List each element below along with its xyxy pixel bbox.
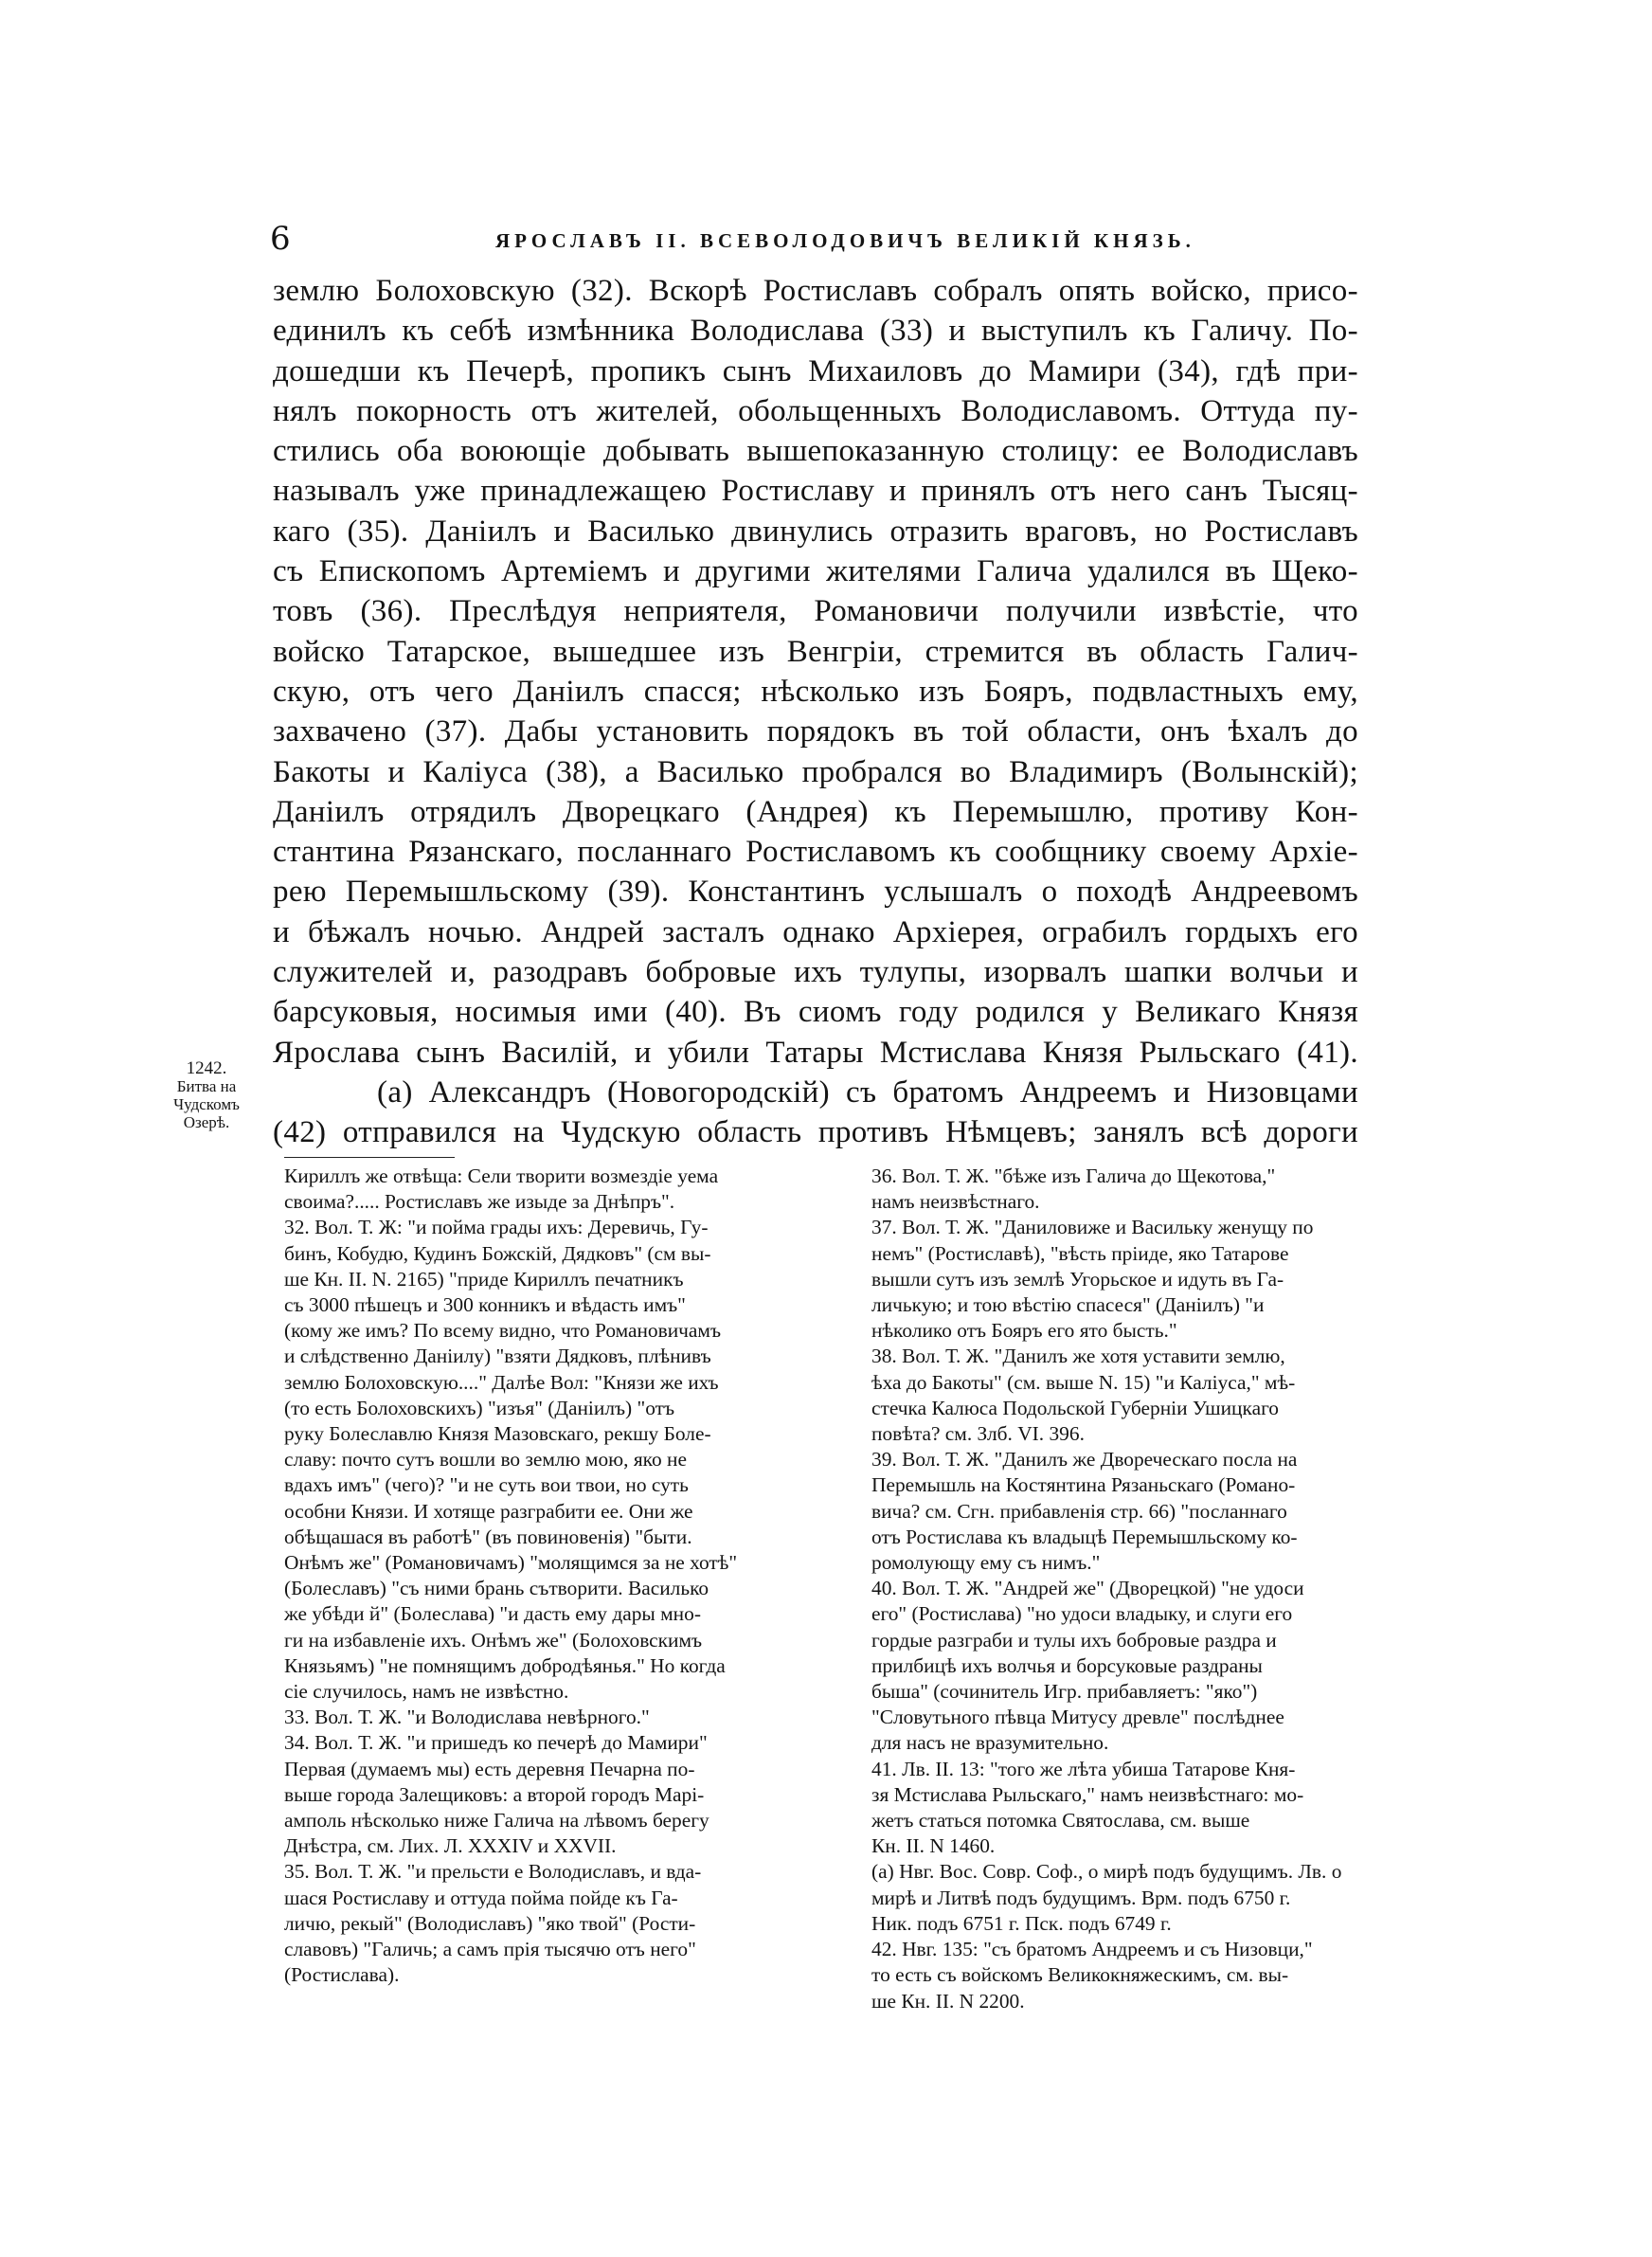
footnote-line: 39. Вол. Т. Ж. "Данилъ же Двореческаго посла на [871,1448,1298,1472]
footnote-line: 42. Нвг. 135: "съ братомъ Андреемъ и съ Низовци," [871,1938,1313,1961]
footnote-line: ги на избавленіе ихъ. Онѣмъ же" (Болоховскимъ [284,1628,703,1652]
footnote-line: 34. Вол. Т. Ж. "и пришедъ ко печерѣ до Мамири" [284,1731,708,1755]
footnote-line: 38. Вол. Т. Ж. "Данилъ же хотя уставити землю, [871,1345,1285,1368]
text-line: (42) отправился на Чудскую область противъ Нѣмцевъ; занялъ всѣ дороги [273,1115,1358,1150]
footnote-line: ромолующу ему съ нимъ." [871,1551,1101,1575]
text-line: захвачено (37). Дабы установить порядокъ въ той области, онъ ѣхалъ до [273,714,1358,749]
footnote-line: немъ" (Ростиславѣ), "вѣсть пріиде, яко Татарове [871,1241,1289,1265]
margin-note-line: Битва на [176,1077,237,1095]
footnote-line: намъ неизвѣстнаго. [871,1190,1040,1214]
footnote-line: мирѣ и Литвѣ подъ будущимъ. Врм. подъ 6750 г. [871,1886,1291,1909]
text-line: Даніилъ отрядилъ Дворецкаго (Андрея) къ Перемышлю, противу Кон- [273,794,1358,829]
footnote-line: повѣта? см. Злб. VI. 396. [871,1422,1085,1446]
footnote-line: обѣщашася въ работѣ" (въ повиновенія) "быти. [284,1525,692,1548]
footnotes-left-column [284,1164,819,1989]
text-line: Ярослава сынъ Василій, и убили Татары Мстислава Князя Рыльскаго (41). [273,1035,1358,1070]
footnote-line: руку Болеславлю Князя Мазовскаго, рекшу Боле- [284,1422,711,1446]
text-line: рею Перемышльскому (39). Константинъ услышалъ о походѣ Андреевомъ [273,875,1358,910]
footnote-line: прилбицѣ ихъ волчья и борсуковые раздраны [871,1653,1263,1677]
margin-note-line: Озерѣ. [183,1113,230,1131]
footnote-line: отъ Ростислава къ владыцѣ Перемышльскому ко- [871,1525,1298,1548]
footnote-line: (Ростислава). [284,1963,400,1987]
footnote-line: зя Мстислава Рыльскаго," намъ неизвѣстнаго: мо- [871,1782,1304,1806]
footnote-line: выше города Залещиковъ: а второй городъ Марі- [284,1782,705,1806]
text-line: съ Епископомъ Артеміемъ и другими жителями Галича удалился въ Щеко- [273,554,1358,589]
footnote-line: "Словутьного пѣвца Митусу древле" послѣднее [871,1706,1284,1729]
margin-note-line: Чудскомъ [173,1095,240,1113]
footnote-line: славу: почто сутъ вошли во землю мою, яко не [284,1448,687,1472]
text-line: единилъ къ себѣ измѣнника Володислава (33) и выступилъ къ Галичу. По- [273,314,1358,349]
footnote-line: ше Кн. II. N 2200. [871,1989,1025,2013]
footnote-line: 36. Вол. Т. Ж. "бѣже изъ Галича до Щекотова," [871,1165,1276,1187]
footnote-divider [284,1157,455,1158]
footnote-line: (Болеславъ) "съ ними брань сътворити. Василько [284,1577,709,1600]
footnote-line: (а) Нвг. Вос. Совр. Соф., о мирѣ подъ будущимъ. Лв. о [871,1860,1342,1884]
margin-note [153,1059,260,1131]
footnote-line: (кому же имъ? По всему видно, что Романовичамъ [284,1319,722,1343]
page-header [270,220,1355,267]
footnote-line: съ 3000 пѣшецъ и 300 конникъ и вѣдасть имъ" [284,1293,686,1317]
footnote-line: особни Князи. И хотяще разграбити ее. Они же [284,1499,693,1523]
footnotes-right-column [871,1164,1407,2014]
text-line: (а) Александръ (Новогородскій) съ братомъ Андреемъ и Низовцами [377,1074,1358,1110]
footnote-line: 32. Вол. Т. Ж: "и пойма грады ихъ: Деревичь, Гу- [284,1216,709,1239]
footnote-line: и слѣдственно Даніилу) "взяти Дядковъ, плѣнивъ [284,1345,711,1368]
footnote-line: для насъ не вразумительно. [871,1731,1109,1755]
footnote-line: 37. Вол. Т. Ж. "Даниловиже и Васильку женущу по [871,1216,1314,1239]
text-line: нялъ покорность отъ жителей, обольщенныхъ Володиславомъ. Оттуда пу- [273,393,1358,428]
text-line: стантина Рязанскаго, посланнаго Ростиславомъ къ сообщнику своему Архіе- [273,835,1358,870]
footnote-line: своима?..... Ростиславъ же изыде за Днѣпръ". [284,1190,675,1214]
footnote-line: сіе случилось, намъ не извѣстно. [284,1680,569,1704]
footnote-line: Князьямъ) "не помнящимъ добродѣянья." Но когда [284,1653,726,1677]
footnote-line: вышли сутъ изъ землѣ Угорьское и идуть въ Га- [871,1267,1284,1291]
text-line: и бѣжалъ ночью. Андрей засталъ однако Архіерея, ограбилъ гордыхъ его [273,914,1358,949]
footnote-line: землю Болоховскую...." Далѣе Вол: "Князи же ихъ [284,1370,719,1394]
footnote-line: 41. Лв. II. 13: "того же лѣта убиша Татарове Кня- [871,1757,1296,1780]
footnote-line: Ник. подъ 6751 г. Пск. подъ 6749 г. [871,1911,1172,1935]
text-line: Бакоты и Каліуса (38), а Василько пробрался во Владимиръ (Волынскій); [273,754,1358,789]
footnote-line: Днѣстра, см. Лих. Л. XXXIV и XXVII. [284,1834,617,1858]
footnote-line: славовъ) "Галичь; а самъ прія тысячю отъ него" [284,1938,696,1961]
footnote-line: 33. Вол. Т. Ж. "и Володислава невѣрного." [284,1706,650,1729]
text-line: товъ (36). Преслѣдуя неприятеля, Романовичи получили извѣстіе, что [273,594,1358,629]
text-line: землю Болоховскую (32). Вскорѣ Ростиславъ собралъ опять войско, присо- [273,274,1358,308]
main-text [273,271,1358,1153]
footnote-line: стечка Калюса Подольской Губерніи Ушицкаго [871,1396,1280,1419]
footnote-line: амполь нѣсколько ниже Галича на лѣвомъ берегу [284,1809,709,1833]
footnote-line: то есть съ войскомъ Великокняжескимъ, см. вы- [871,1963,1289,1987]
footnote-line: вича? см. Сгн. прибавленія стр. 66) "посланнаго [871,1499,1287,1523]
footnote-line: Кн. II. N 1460. [871,1834,996,1858]
footnote-line: его" (Ростислава) "но удоси владыку, и слуги его [871,1602,1293,1626]
footnote-line: (то есть Болоховскихъ) "изъя" (Даніилъ) "отъ [284,1396,675,1419]
footnote-line: 35. Вол. Т. Ж. "и прельсти е Володиславъ, и вда- [284,1860,702,1884]
footnote-line: ѣха до Бакоты" (см. выше N. 15) "и Каліуса," мѣ- [871,1370,1296,1394]
text-line: стились оба воюющіе добывать вышепоказанную столицу: ее Володиславъ [273,434,1358,469]
text-line: барсуковыя, носимыя ими (40). Въ сиомъ году родился у Великаго Князя [273,995,1358,1030]
footnote-line: же убѣди й" (Болеслава) "и дасть ему дары мно- [284,1602,701,1626]
text-line: войско Татарское, вышедшее изъ Венгріи, стремится въ область Галич- [273,634,1358,669]
footnote-line: гордые разграби и тулы ихъ бобровые раздра и [871,1628,1277,1652]
footnote-line: личькую; и тою вѣстію спасеся" (Даніилъ) "и [871,1293,1265,1317]
margin-note-year: 1242. [186,1058,227,1078]
footnote-line: личю, рекый" (Володиславъ) "яко твой" (Рости- [284,1911,696,1935]
text-line: называлъ уже принадлежащею Ростиславу и принялъ отъ него санъ Тысяц- [273,474,1358,509]
text-line: скую, отъ чего Даніилъ спасся; нѣсколько изъ Бояръ, подвластныхъ ему, [273,674,1358,709]
footnote-line: нѣколико отъ Бояръ его ято бысть." [871,1319,1177,1343]
text-line: служителей и, разодравъ бобровые ихъ тулупы, изорвалъ шапки волчьи и [273,955,1358,990]
footnote-line: Перемышль на Костянтина Рязаньскаго (Романо- [871,1473,1296,1497]
footnote-line: 40. Вол. Т. Ж. "Андрей же" (Дворецкой) "не удоси [871,1577,1304,1600]
footnote-line: Онѣмъ же" (Романовичамъ) "молящимся за не хотѣ" [284,1551,738,1575]
footnote-line: жетъ статься потомка Святослава, см. выше [871,1809,1250,1833]
footnote-line: ше Кн. II. N. 2165) "приде Кириллъ печатникъ [284,1267,684,1291]
footnote-line: Кириллъ же отвѣща: Сели творити возмездіе уема [284,1165,719,1187]
text-line: каго (35). Даніилъ и Василько двинулись отразить враговъ, но Ростиславъ [273,514,1358,549]
footnote-line: вдахъ имъ" (чего)? "и не суть вои твои, но суть [284,1473,689,1497]
text-line: дошедши къ Печерѣ, пропикъ сынъ Михаиловъ до Мамири (34), гдѣ при- [273,353,1358,388]
footnote-line: быша" (сочинитель Игр. прибавляетъ: "яко") [871,1680,1258,1704]
footnote-line: Первая (думаемъ мы) есть деревня Печарна по- [284,1757,695,1780]
footnote-line: бинъ, Кобудю, Кудинъ Божскій, Дядковъ" (см вы- [284,1241,711,1265]
running-title: ЯРОСЛАВЪ II. ВСЕВОЛОДОВИЧЪ ВЕЛИКІЙ КНЯЗЬ. [495,229,1195,252]
footnote-line: шася Ростиславу и оттуда пойма пойде къ Га- [284,1886,678,1909]
page-number: 6 [270,220,291,258]
